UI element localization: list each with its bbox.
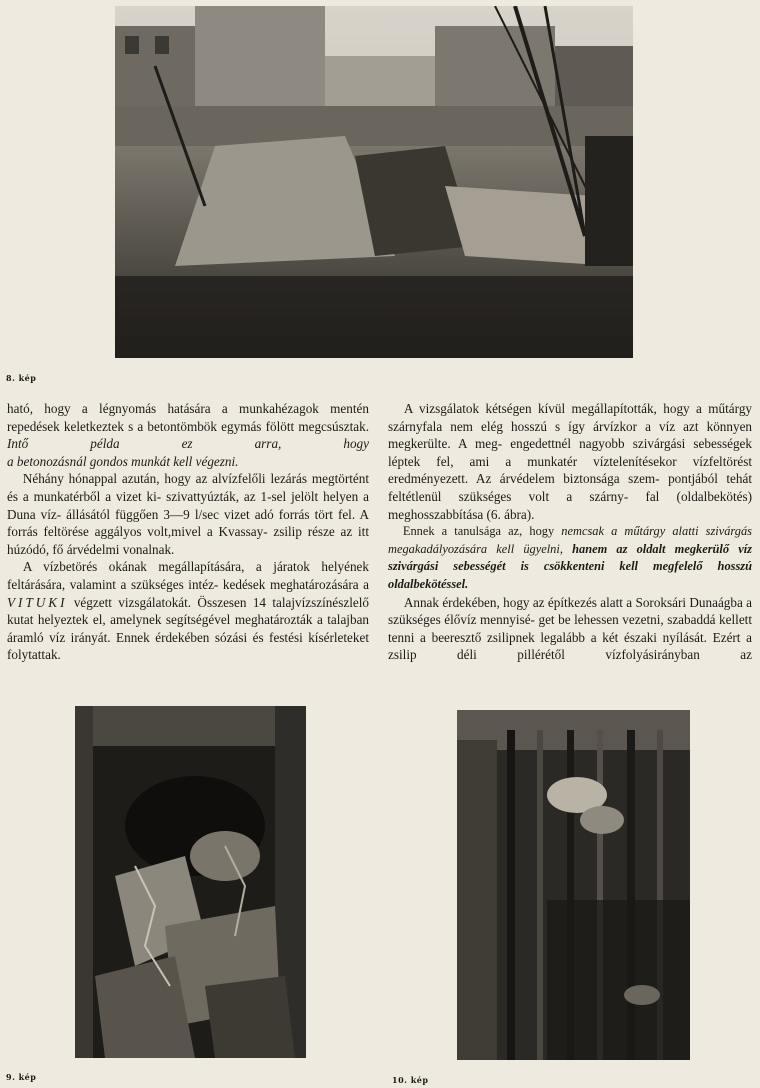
left-text-column bbox=[7, 400, 369, 664]
paragraph-1: ható, hogy a légnyomás hatására a munkahézagok mentén repedések keletkeztek s a betontömbök egymás fölött megcsúsztak. Intő példa ez arra, hogy bbox=[7, 401, 370, 452]
photo-9-water-breakthrough bbox=[75, 706, 306, 1058]
figure-10-caption: 10. kép bbox=[392, 1075, 429, 1085]
paragraph-2: Néhány hónappal azután, hogy az alvízfelőli lezárás megtörtént és a munkatérből a vizet ki- szivattyúzták, az 1-sel jelölt helyen a Duna víz- állásától függően 3—9 l/sec vizet adó forrás tört fel. A forrás feltörése aggályos volt,mivel a Kvassay- zsilip része az itt húzódó, fő árvédelmi vonalnak. bbox=[7, 471, 370, 557]
paragraph-1-end: a betonozásnál gondos munkát kell végezni. bbox=[7, 453, 239, 469]
paragraph-5: Ennek a tanulsága az, hogy nemcsak a műtárgy alatti szivárgás megakadályozására kell ügyelni, hanem az oldalt megkerülő víz szivárgási sebességét is csökkenteni kell megfelelő hosszú oldalbekötéssel. bbox=[388, 524, 752, 591]
paragraph-3: A vízbetörés okának megállapítására, a járatok helyének feltárására, valamint a szükséges intéz- kedések meghatározására a VITUKI végzett vizsgálatokát. Összesen 14 talajvízszínészlelő kutat helyeztek el, amelynek segítségével meghatározták a talajban áramló víz irányát. Ennek érdekében sózási és festési kísérleteket folytattak. bbox=[7, 559, 370, 663]
right-text-column bbox=[388, 400, 752, 664]
paragraph-6: Annak érdekében, hogy az építkezés alatt a Soroksári Dunaágba a szükséges élővíz mennyisé- get be lehessen vezetni, szabaddá kellett tenni a beeresztő zsilipnek legalább a két északi nyílását. Ezért a zsilip déli pillérétől vízfolyásirányban az bbox=[388, 594, 753, 663]
figure-8-caption: 8. kép bbox=[6, 373, 37, 383]
figure-9-caption: 9. kép bbox=[6, 1072, 37, 1082]
photo-8-construction-site bbox=[115, 6, 633, 358]
photo-10-sheet-pile-wall bbox=[457, 710, 690, 1060]
paragraph-4: A vizsgálatok kétségen kívül megállapították, hogy a műtárgy szárnyfala nem elég hosszú s így árvízkor a víz azt könnyen megkerülte. A meg- engedettnél nagyobb szivárgási sebességek léptek fel, ami a munkatér víztelenítésekor vízfeltörést eredményezett. Az árvédelem biztonsága szem- pontjából tehát feltétlenül szükséges volt a szárny- fal (oldalbekötés) meghosszabbítása (6. ábra). bbox=[388, 401, 753, 522]
